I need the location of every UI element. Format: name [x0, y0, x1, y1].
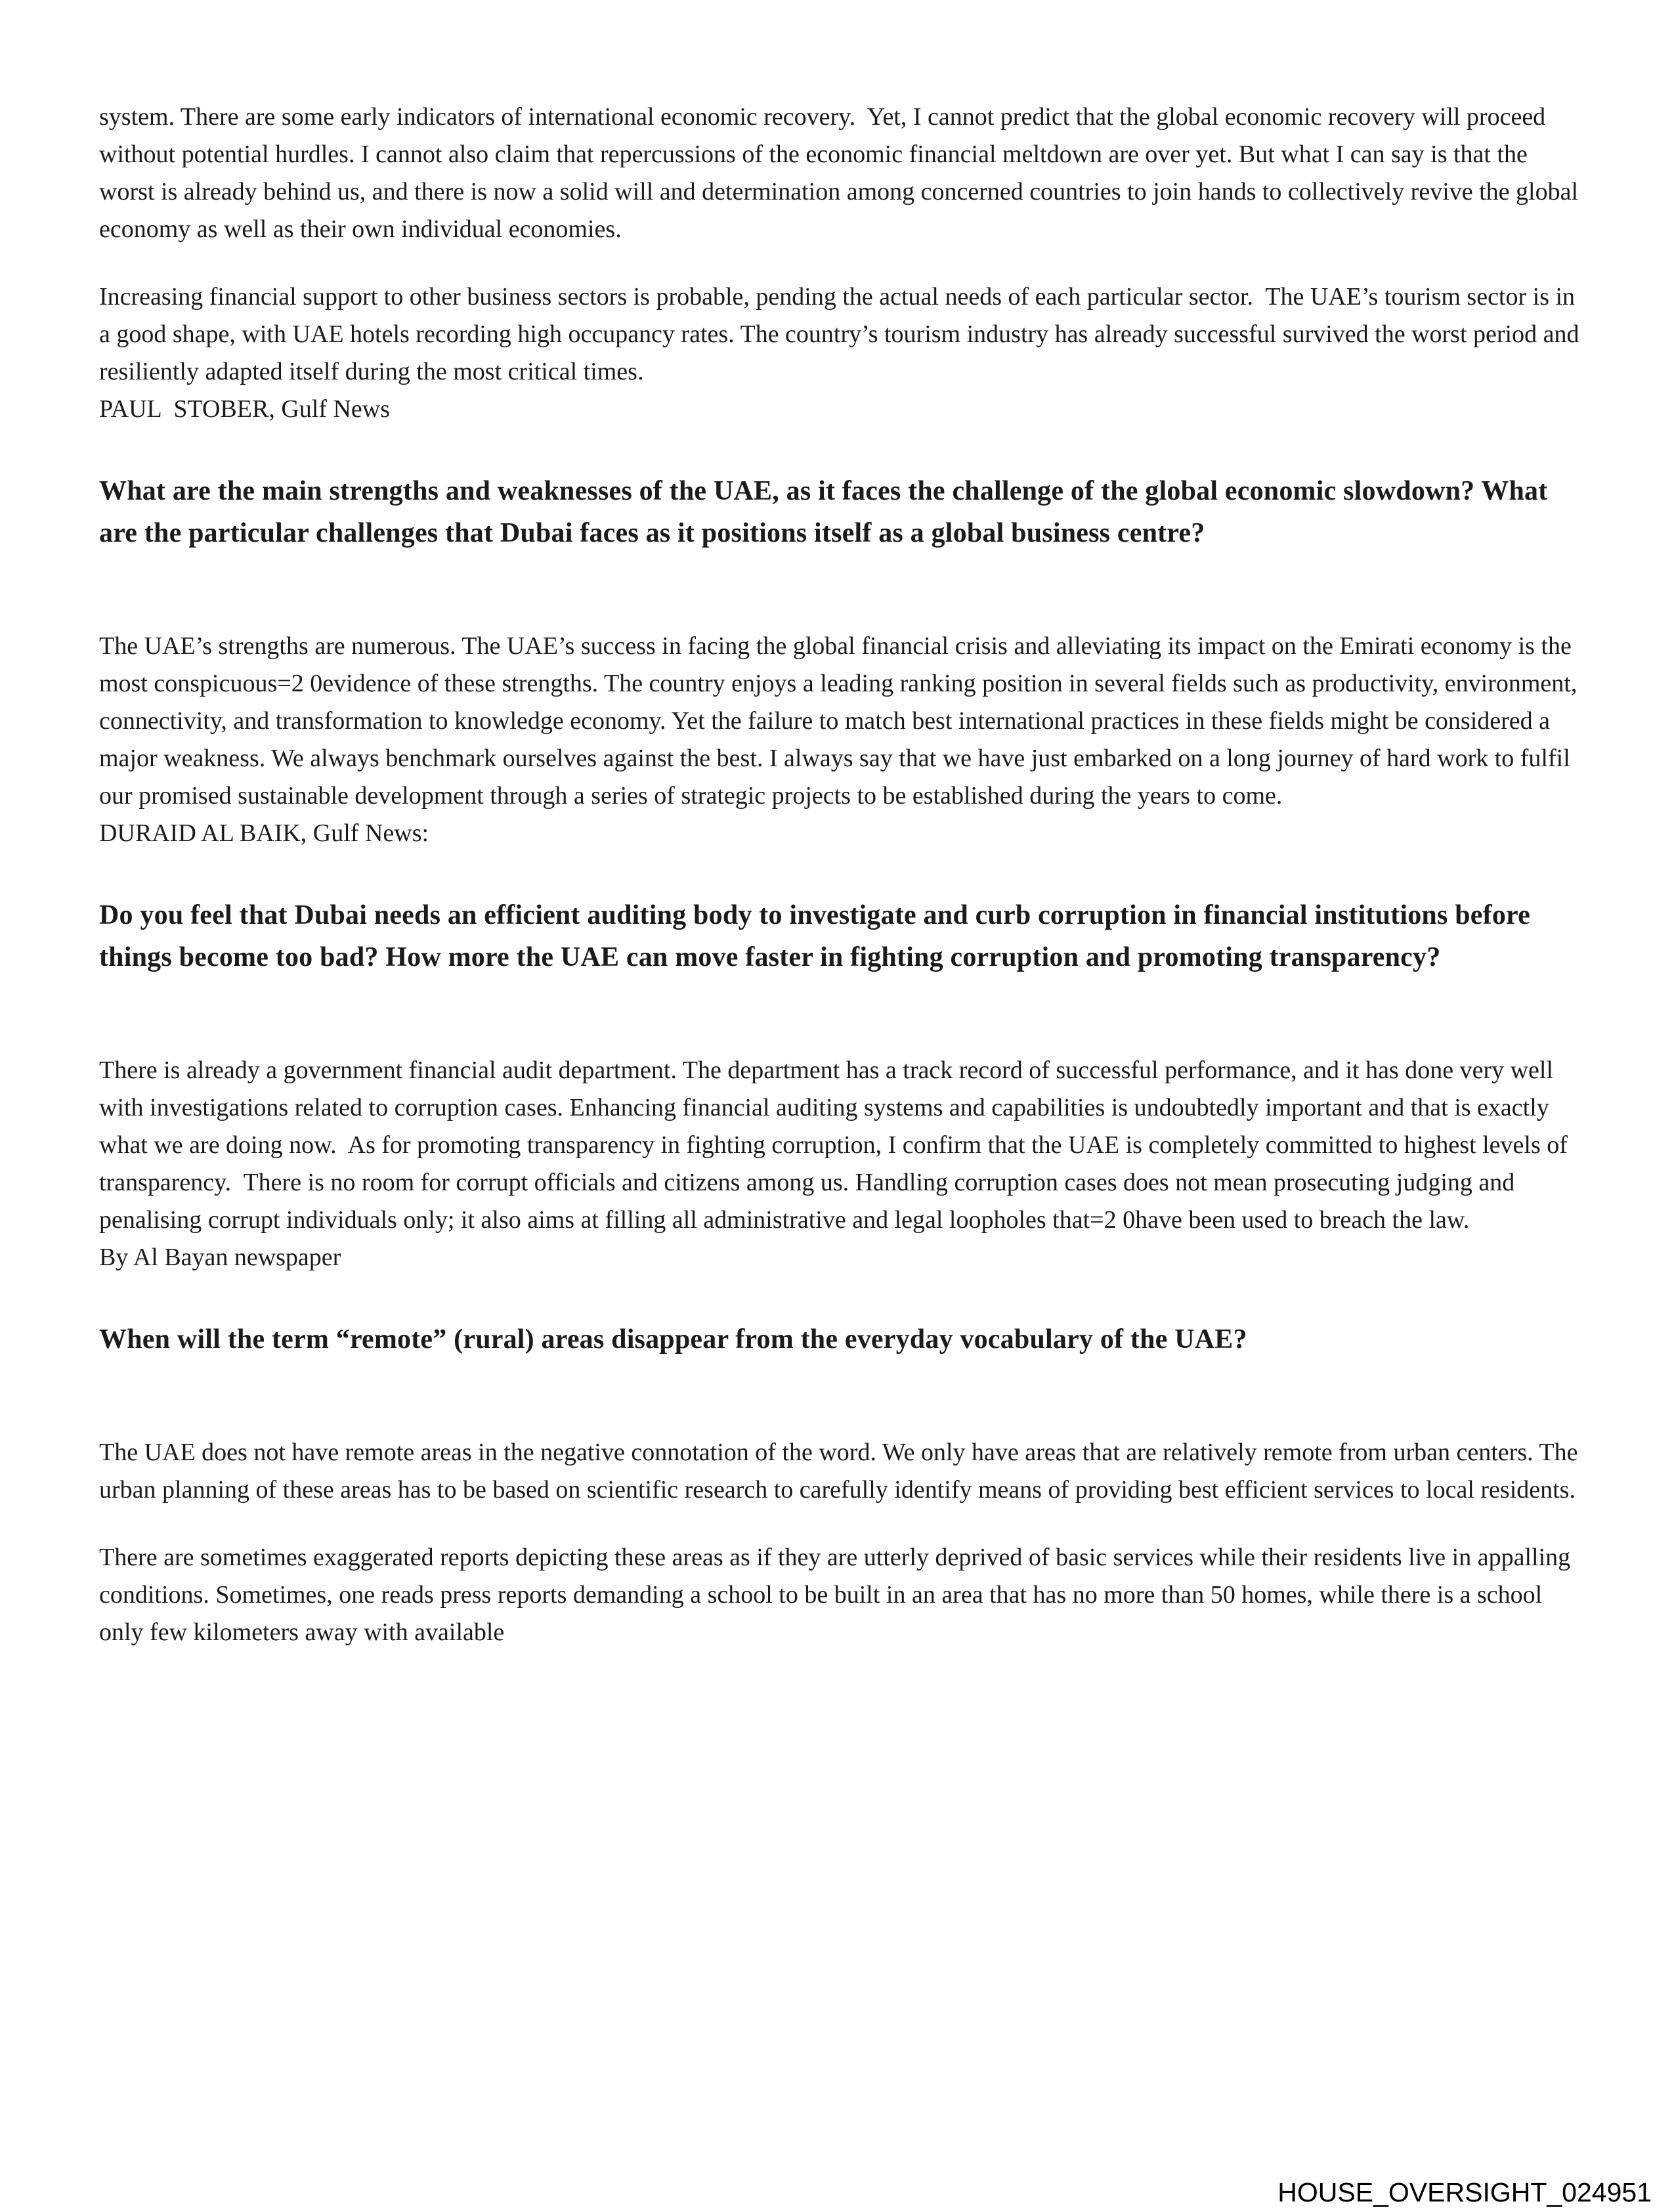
- attribution-duraid-al-baik: DURAID AL BAIK, Gulf News:: [99, 819, 429, 847]
- paragraph-economic-recovery: system. There are some early indicators of international economic recovery. Yet, I cannot predict that the global economic recovery will proceed without potential hurdles. I cannot also claim that repercussions of the economic financial meltdown are over yet. But what I can say is that the worst is already behind us, and there is now a solid will and determination among concerned countries to join hands to collectively revive the global economy as well as their own individual economies.: [99, 103, 1585, 243]
- document-content: [99, 98, 1588, 1681]
- attribution-al-bayan: By Al Bayan newspaper: [99, 1244, 341, 1271]
- answer-remote-areas-2: There are sometimes exaggerated reports depicting these areas as if they are utterly deprived of basic services while their residents live in appalling conditions. Sometimes, one reads press reports demanding a school to be built in an area that has no more than 50 homes, while there is a school only few kilometers away with available: [99, 1544, 1577, 1646]
- paragraph-tourism: Increasing financial support to other business sectors is probable, pending the actual needs of each particular sector. The UAE’s tourism sector is in a good shape, with UAE hotels recording high occupancy rates. The country’s tourism industry has already successful survived the worst period and resiliently adapted itself during the most critical times.: [99, 283, 1585, 385]
- question-strengths-weaknesses: What are the main strengths and weaknesses of the UAE, as it faces the challenge of the global economic slowdown? What are the particular challenges that Dubai faces as it positions itself as a global business centre?: [99, 476, 1548, 548]
- answer-strengths: The UAE’s strengths are numerous. The UAE’s success in facing the global financial crisis and alleviating its impact on the Emirati economy is the most conspicuous=2 0evidence of these strengths. The country enjoys a leading ranking position in several fields such as productivity, environment, connectivity, and transformation to knowledge economy. Yet the failure to match best international practices in these fields might be considered a major weakness. We always benchmark ourselves against the best. I always say that we have just embarked on a long journey of hard work to fulfil our promised sustainable development through a series of strategic projects to be established during the years to come.: [99, 632, 1583, 810]
- answer-remote-areas-1: The UAE does not have remote areas in the negative connotation of the word. We only have areas that are relatively remote from urban centers. The urban planning of these areas has to be based on scientific research to carefully identify means of providing best efficient services to local residents.: [99, 1439, 1585, 1504]
- paragraph-group-strengths-answer: [99, 628, 1588, 852]
- footer-bates-number: HOUSE_OVERSIGHT_024951: [1277, 2177, 1652, 2207]
- question-auditing-corruption: Do you feel that Dubai needs an efficient auditing body to investigate and curb corruption in financial institutions before things become too bad? How more the UAE can move faster in fighting corruption and promoting transparency?: [99, 900, 1530, 972]
- paragraph-group-audit-answer: [99, 1052, 1588, 1276]
- question-remote-areas: When will the term “remote” (rural) areas disappear from the everyday vocabulary of the UAE?: [99, 1324, 1247, 1355]
- paragraph-group-tourism: [99, 278, 1588, 428]
- attribution-paul-stober: PAUL STOBER, Gulf News: [99, 395, 391, 423]
- answer-auditing: There is already a government financial audit department. The department has a track record of successful performance, and it has done very well with investigations related to corruption cases. Enhancing financial auditing systems and capabilities is undoubtedly important and that is exactly what we are doing now. As for promoting transparency in fighting corruption, I confirm that the UAE is completely committed to highest levels of transparency. There is no room for corrupt officials and citizens among us. Handling corruption cases does not mean prosecuting judging and penalising corrupt individuals only; it also aims at filling all administrative and legal loopholes that=2 0have been used to breach the law.: [99, 1056, 1574, 1234]
